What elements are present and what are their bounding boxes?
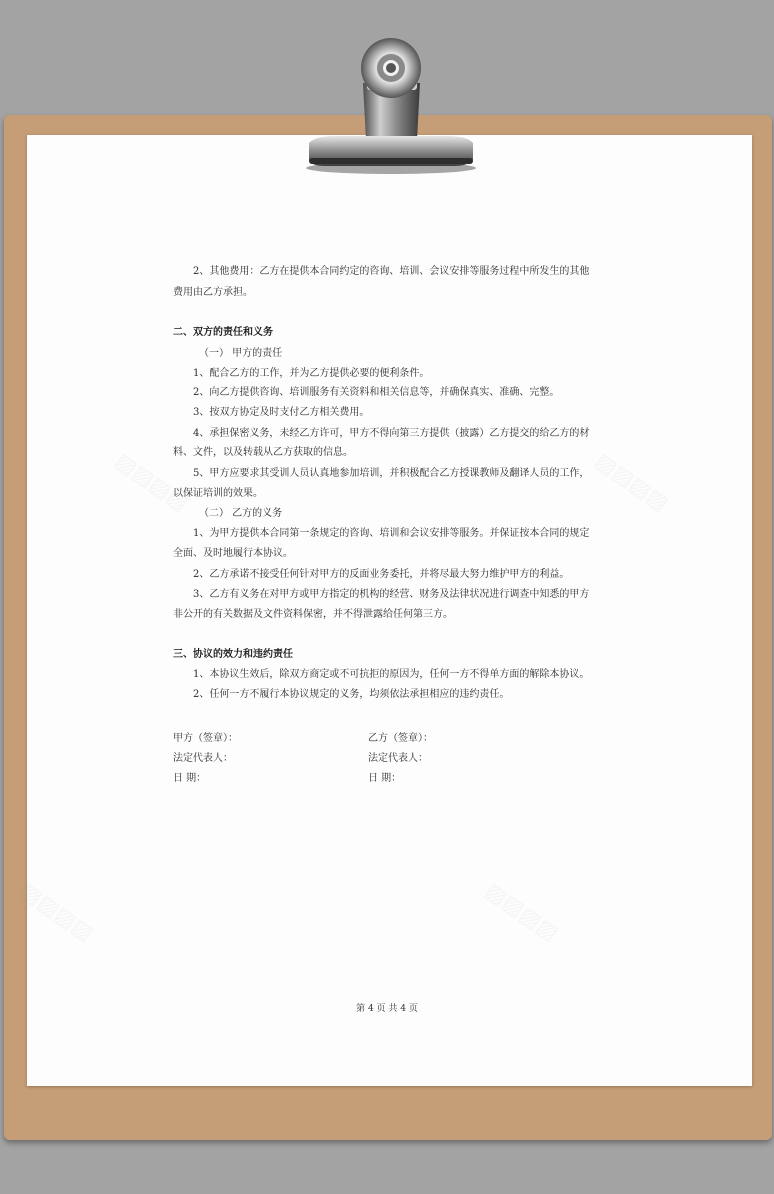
page-line: 料、文件，以及转载从乙方获取的信息。: [173, 447, 353, 458]
party-b-seal-label: 乙方（签章）：: [368, 733, 433, 744]
page-line: 1、为甲方提供本合同第一条规定的咨询、培训和会议安排等服务。并保证按本合同的规定: [193, 528, 590, 539]
party-b-rep-label: 法定代表人：: [368, 753, 428, 764]
page-line: 以保证培训的效果。: [173, 488, 263, 499]
page-line: 1、配合乙方的工作，并为乙方提供必要的便利条件。: [193, 368, 430, 379]
page-line: 全面、及时地履行本协议。: [173, 548, 293, 559]
page-line: 3、按双方协定及时支付乙方相关费用。: [193, 407, 370, 418]
page-line: 2、向乙方提供咨询、培训服务有关资料和相关信息等，并确保真实、准确、完整。: [193, 387, 560, 398]
subsection-heading: （一） 甲方的责任: [199, 348, 283, 359]
page-line: 3、乙方有义务在对甲方或甲方指定的机构的经营、财务及法律状况进行调查中知悉的甲方: [193, 589, 590, 600]
page-line: 5、甲方应要求其受训人员认真地参加培训，并积极配合乙方授课教师及翻译人员的工作，: [193, 468, 590, 479]
party-a-date-label: 日 期：: [173, 773, 207, 784]
page-line: 4、承担保密义务，未经乙方许可，甲方不得向第三方提供（披露）乙方提交的给乙方的材: [193, 428, 590, 439]
page-line: 2、乙方承诺不接受任何针对甲方的反面业务委托，并将尽最大努力维护甲方的利益。: [193, 569, 570, 580]
party-a-seal-label: 甲方（签章）：: [173, 733, 238, 744]
page-line: 2、其他费用：乙方在提供本合同约定的咨询、培训、会议安排等服务过程中所发生的其他: [193, 266, 590, 277]
page-line: 2、任何一方不履行本协议规定的义务，均须依法承担相应的违约责任。: [193, 689, 510, 700]
page-number: 第 4 页 共 4 页: [356, 1004, 418, 1014]
party-b-date-label: 日 期：: [368, 773, 402, 784]
page-line: 非公开的有关数据及文件资料保密，并不得泄露给任何第三方。: [173, 609, 453, 620]
page-line: 费用由乙方承担。: [173, 287, 253, 298]
party-a-rep-label: 法定代表人：: [173, 753, 233, 764]
page-line: 1、本协议生效后，除双方商定或不可抗拒的原因为，任何一方不得单方面的解除本协议。: [193, 669, 590, 680]
section-heading: 三、协议的效力和违约责任: [173, 649, 293, 660]
binder-clip-icon: [295, 28, 480, 178]
subsection-heading: （二） 乙方的义务: [199, 508, 283, 519]
section-heading: 二、双方的责任和义务: [173, 327, 273, 338]
